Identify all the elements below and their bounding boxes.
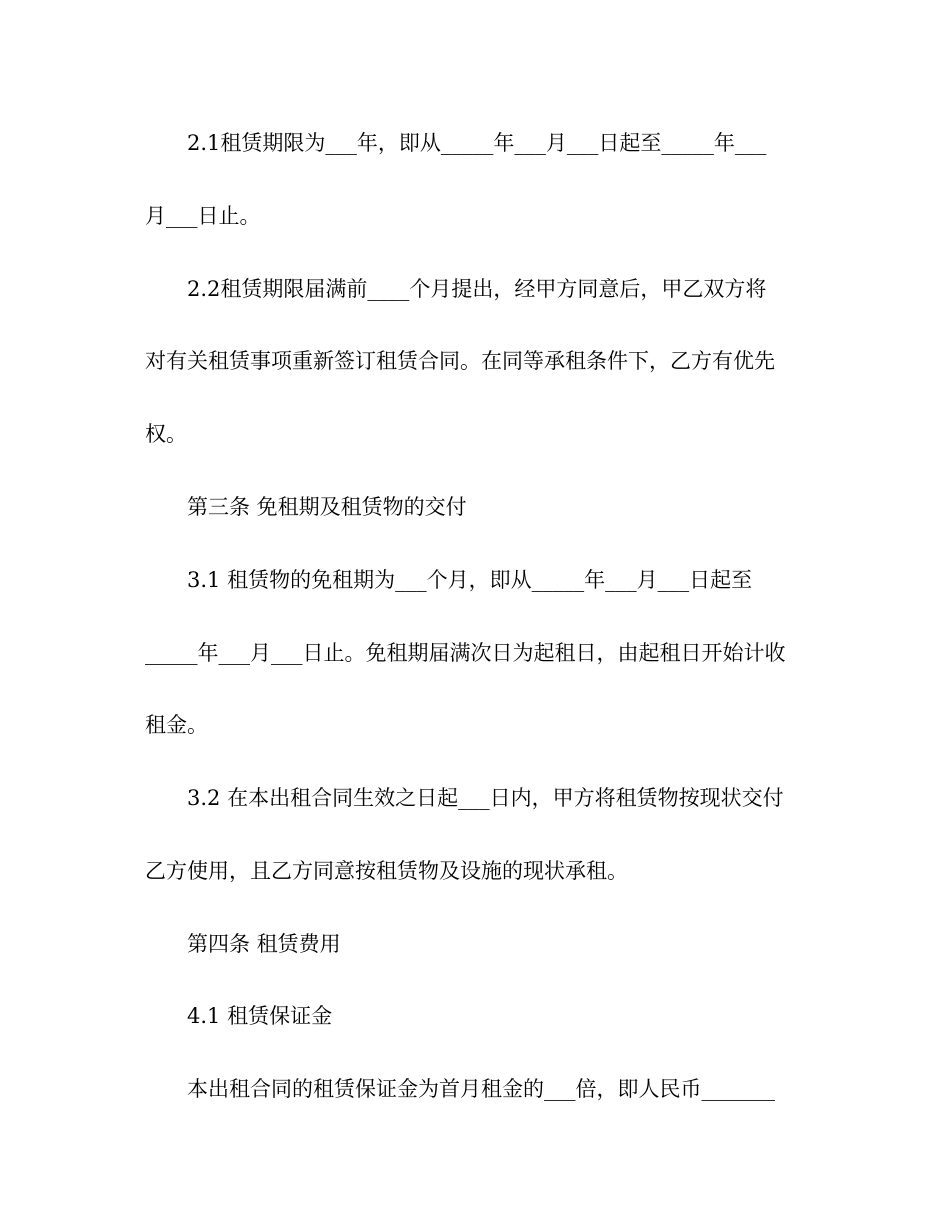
clause-2-2-line-2: 对有关租赁事项重新签订租赁合同。在同等承租条件下，乙方有优先 <box>145 349 775 373</box>
clause-4-1-heading: 4.1 租赁保证金 <box>187 1004 333 1028</box>
clause-2-1-line-2: 月___日止。 <box>145 204 261 228</box>
article-3-heading: 第三条 免租期及租赁物的交付 <box>187 495 467 519</box>
clause-3-1-line-2: _____年___月___日止。免租期届满次日为起租日，由起租日开始计收 <box>145 641 786 665</box>
clause-3-2-line-1: 3.2 在本出租合同生效之日起___日内，甲方将租赁物按现状交付 <box>187 786 784 810</box>
clause-3-1-line-1: 3.1 租赁物的免租期为___个月，即从_____年___月___日起至 <box>187 568 753 592</box>
clause-3-1-line-3: 租金。 <box>145 713 208 737</box>
clause-2-1-line-1: 2.1租赁期限为___年，即从_____年___月___日起至_____年___ <box>187 131 767 155</box>
clause-3-2-line-2: 乙方使用，且乙方同意按租赁物及设施的现状承租。 <box>145 859 628 883</box>
clause-2-2-line-1: 2.2租赁期限届满前____个月提出，经甲方同意后，甲乙双方将 <box>187 277 767 301</box>
clause-4-1-line-1: 本出租合同的租赁保证金为首月租金的___倍，即人民币_______ <box>187 1077 775 1101</box>
clause-2-2-line-3: 权。 <box>145 422 187 446</box>
article-4-heading: 第四条 租赁费用 <box>187 932 341 956</box>
